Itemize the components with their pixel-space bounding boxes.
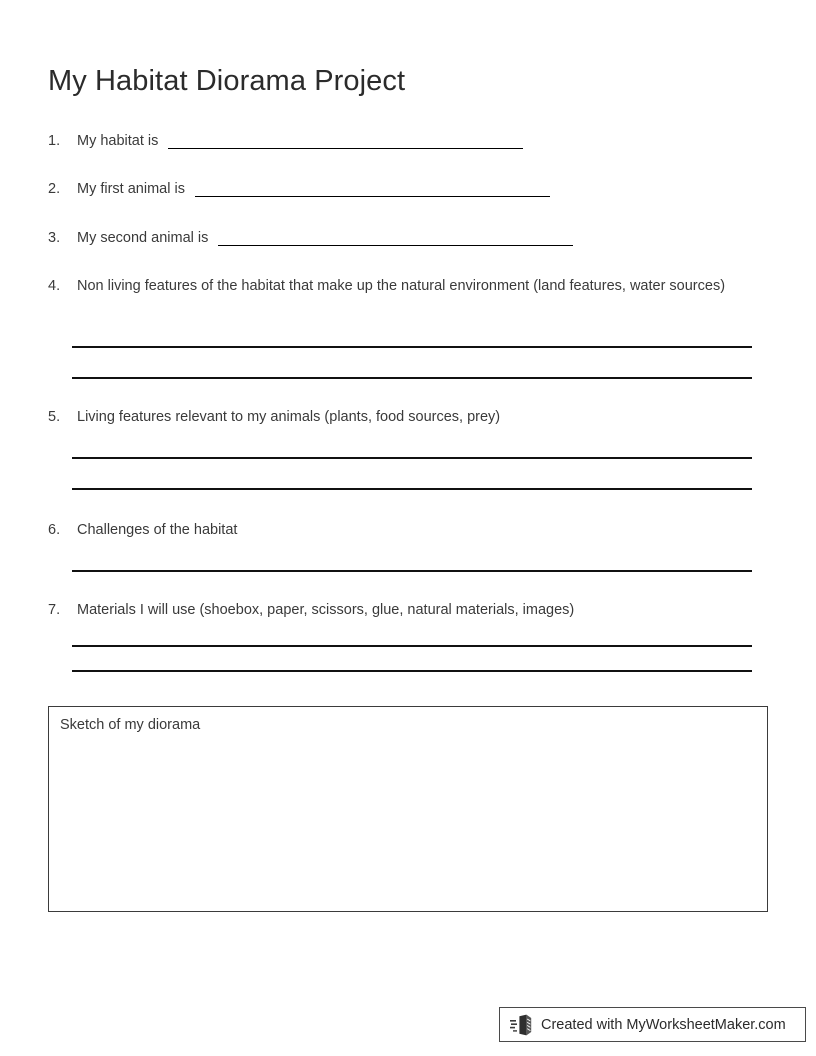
answer-line[interactable] xyxy=(72,377,752,379)
question-number: 6. xyxy=(48,522,61,538)
question-text: Non living features of the habitat that make up the natural environment (land features, water sources) xyxy=(77,278,726,294)
question-item xyxy=(48,228,768,249)
sketch-area-label: Sketch of my diorama xyxy=(60,717,201,733)
answer-line[interactable] xyxy=(72,570,752,572)
question-head xyxy=(48,179,768,200)
question-head xyxy=(48,228,768,249)
question-head xyxy=(48,131,768,152)
worksheet-maker-logo-icon xyxy=(510,1014,534,1036)
question-head xyxy=(48,276,768,297)
footer-badge xyxy=(499,1007,806,1042)
question-number: 2. xyxy=(48,181,61,197)
question-number: 4. xyxy=(48,278,61,294)
question-label: My habitat is xyxy=(77,133,159,149)
question-number: 7. xyxy=(48,602,61,618)
answer-line[interactable] xyxy=(72,670,752,672)
sketch-area[interactable] xyxy=(48,706,768,912)
question-head xyxy=(48,407,768,428)
footer-badge-text: Created with MyWorksheetMaker.com xyxy=(541,1016,786,1033)
question-head xyxy=(48,520,768,541)
answer-line[interactable] xyxy=(72,645,752,647)
answer-line[interactable] xyxy=(72,488,752,490)
question-item xyxy=(48,520,768,541)
question-item xyxy=(48,407,768,428)
question-number: 1. xyxy=(48,133,61,149)
question-text xyxy=(77,228,768,249)
answer-line[interactable] xyxy=(218,245,573,246)
answer-line[interactable] xyxy=(195,196,550,197)
answer-line[interactable] xyxy=(168,148,523,149)
answer-line[interactable] xyxy=(72,457,752,459)
question-number: 5. xyxy=(48,409,61,425)
question-text xyxy=(77,131,768,152)
question-head xyxy=(48,600,768,621)
question-number: 3. xyxy=(48,230,61,246)
question-item xyxy=(48,179,768,200)
question-label: My first animal is xyxy=(77,181,185,197)
question-item xyxy=(48,131,768,152)
question-label: My second animal is xyxy=(77,230,209,246)
question-text: Challenges of the habitat xyxy=(77,522,238,538)
question-text: Materials I will use (shoebox, paper, scissors, glue, natural materials, images) xyxy=(77,602,575,618)
question-text xyxy=(77,179,768,200)
page-title: My Habitat Diorama Project xyxy=(48,65,406,98)
question-item xyxy=(48,600,768,621)
question-text: Living features relevant to my animals (plants, food sources, prey) xyxy=(77,409,501,425)
answer-line[interactable] xyxy=(72,346,752,348)
question-item xyxy=(48,276,768,297)
